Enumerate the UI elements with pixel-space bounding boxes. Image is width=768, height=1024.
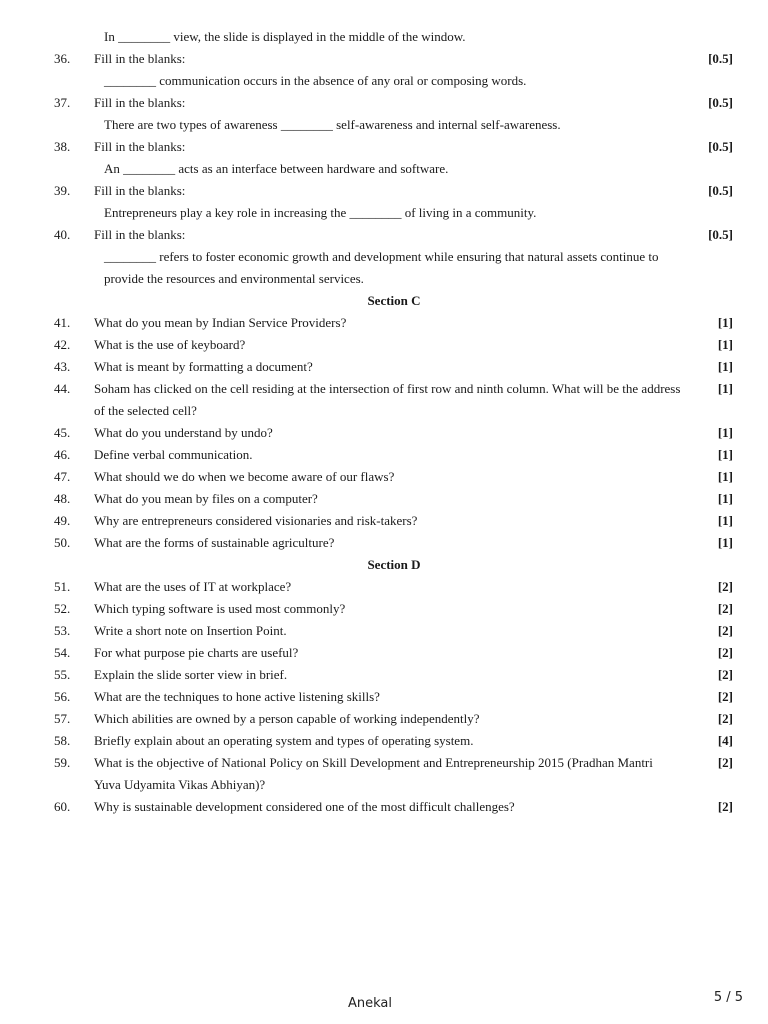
- question-text: Which typing software is used most commonly?: [94, 601, 346, 616]
- question-number: 47.: [54, 469, 71, 484]
- question-text: What are the uses of IT at workplace?: [94, 579, 292, 594]
- question-number: 54.: [54, 645, 71, 660]
- question-marks: [1]: [717, 491, 733, 506]
- question-number: 43.: [54, 359, 71, 374]
- question-number: 45.: [54, 425, 71, 440]
- question-marks: [2]: [717, 711, 733, 726]
- question-continuation: [0, 400, 768, 422]
- question-marks: [0.5]: [708, 139, 733, 154]
- question-row: [0, 510, 768, 532]
- question-text: What is meant by formatting a document?: [94, 359, 313, 374]
- question-row: [0, 620, 768, 642]
- question-row: [0, 730, 768, 752]
- question-text: Fill in the blanks:: [94, 183, 186, 198]
- question-marks: [0.5]: [708, 183, 733, 198]
- question-marks: [2]: [717, 579, 733, 594]
- question-text: of the selected cell?: [94, 403, 197, 418]
- fill-blank-line: [0, 158, 768, 180]
- question-text: Soham has clicked on the cell residing at the intersection of first row and ninth column. What will be the address: [94, 381, 681, 396]
- question-number: 50.: [54, 535, 71, 550]
- footer-location: Anekal: [347, 996, 392, 1011]
- question-text: Why are entrepreneurs considered visionaries and risk-takers?: [94, 513, 418, 528]
- question-row: [0, 796, 768, 818]
- question-number: 57.: [54, 711, 71, 726]
- question-marks: [2]: [717, 667, 733, 682]
- question-marks: [1]: [717, 381, 733, 396]
- question-row: [0, 532, 768, 554]
- question-marks: [1]: [717, 337, 733, 352]
- question-row: [0, 422, 768, 444]
- question-continuation: [0, 774, 768, 796]
- question-marks: [1]: [717, 359, 733, 374]
- question-row: [0, 752, 768, 774]
- question-marks: [1]: [717, 425, 733, 440]
- question-row: [0, 598, 768, 620]
- question-marks: [0.5]: [708, 227, 733, 242]
- question-row: [0, 136, 768, 158]
- question-marks: [2]: [717, 623, 733, 638]
- question-row: [0, 378, 768, 400]
- question-number: 60.: [54, 799, 71, 814]
- question-marks: [2]: [717, 645, 733, 660]
- question-marks: [2]: [717, 799, 733, 814]
- fill-blank-text: Entrepreneurs play a key role in increasing the ________ of living in a community.: [104, 205, 537, 220]
- question-number: 42.: [54, 337, 71, 352]
- question-text: What do you mean by Indian Service Providers?: [94, 315, 347, 330]
- question-text: What do you understand by undo?: [94, 425, 273, 440]
- question-marks: [2]: [717, 755, 733, 770]
- page-number: 5 / 5: [713, 990, 743, 1005]
- question-number: 55.: [54, 667, 71, 682]
- lead-fill-line: [0, 26, 768, 48]
- question-number: 41.: [54, 315, 71, 330]
- fill-blank-line: [0, 114, 768, 136]
- question-number: 56.: [54, 689, 71, 704]
- question-row: [0, 576, 768, 598]
- question-number: 59.: [54, 755, 71, 770]
- question-row: [0, 708, 768, 730]
- question-text: What are the forms of sustainable agriculture?: [94, 535, 335, 550]
- question-row: [0, 686, 768, 708]
- fill-blank-text: provide the resources and environmental services.: [104, 271, 364, 286]
- question-text: Define verbal communication.: [94, 447, 253, 462]
- section-d-heading: Section D: [367, 557, 421, 572]
- question-text: Write a short note on Insertion Point.: [94, 623, 287, 638]
- question-text: Fill in the blanks:: [94, 95, 186, 110]
- fill-blank-text: ________ communication occurs in the absence of any oral or composing words.: [104, 73, 527, 88]
- question-marks: [2]: [717, 689, 733, 704]
- fill-blank-text: ________ refers to foster economic growth and development while ensuring that natural assets continue to: [104, 249, 659, 264]
- question-number: 40.: [54, 227, 71, 242]
- question-text: Yuva Udyamita Vikas Abhiyan)?: [94, 777, 266, 792]
- fill-blank-text: In ________ view, the slide is displayed in the middle of the window.: [104, 29, 466, 44]
- question-row: [0, 92, 768, 114]
- fill-blank-line: [0, 202, 768, 224]
- question-number: 38.: [54, 139, 71, 154]
- question-marks: [4]: [717, 733, 733, 748]
- question-number: 48.: [54, 491, 71, 506]
- question-number: 44.: [54, 381, 71, 396]
- question-row: [0, 444, 768, 466]
- question-row: [0, 224, 768, 246]
- question-text: What is the use of keyboard?: [94, 337, 246, 352]
- question-number: 36.: [54, 51, 71, 66]
- question-text: Fill in the blanks:: [94, 51, 186, 66]
- question-row: [0, 334, 768, 356]
- section-c-heading: Section C: [367, 293, 421, 308]
- question-text: Why is sustainable development considered one of the most difficult challenges?: [94, 799, 515, 814]
- question-text: What are the techniques to hone active listening skills?: [94, 689, 380, 704]
- question-number: 37.: [54, 95, 71, 110]
- question-number: 51.: [54, 579, 71, 594]
- question-marks: [1]: [717, 447, 733, 462]
- question-marks: [1]: [717, 469, 733, 484]
- question-row: [0, 642, 768, 664]
- question-marks: [0.5]: [708, 51, 733, 66]
- question-text: Which abilities are owned by a person capable of working independently?: [94, 711, 480, 726]
- question-row: [0, 312, 768, 334]
- question-marks: [2]: [717, 601, 733, 616]
- question-row: [0, 466, 768, 488]
- question-marks: [1]: [717, 513, 733, 528]
- fill-blank-line: [0, 246, 768, 268]
- question-marks: [1]: [717, 535, 733, 550]
- question-text: What is the objective of National Policy on Skill Development and Entrepreneurship 2015 (Pradhan Mantri: [94, 755, 653, 770]
- question-marks: [0.5]: [708, 95, 733, 110]
- question-text: Fill in the blanks:: [94, 139, 186, 154]
- question-text: What do you mean by files on a computer?: [94, 491, 318, 506]
- fill-blank-line: [0, 268, 768, 290]
- question-text: What should we do when we become aware of our flaws?: [94, 469, 395, 484]
- fill-blank-line: [0, 70, 768, 92]
- question-number: 52.: [54, 601, 71, 616]
- question-text: Briefly explain about an operating system and types of operating system.: [94, 733, 474, 748]
- question-text: Explain the slide sorter view in brief.: [94, 667, 288, 682]
- question-number: 39.: [54, 183, 71, 198]
- fill-blank-text: An ________ acts as an interface between hardware and software.: [104, 161, 449, 176]
- fill-blank-text: There are two types of awareness ________ self-awareness and internal self-awareness.: [104, 117, 561, 132]
- question-row: [0, 664, 768, 686]
- question-number: 46.: [54, 447, 71, 462]
- question-row: [0, 48, 768, 70]
- question-row: [0, 488, 768, 510]
- question-marks: [1]: [717, 315, 733, 330]
- question-number: 53.: [54, 623, 71, 638]
- question-text: Fill in the blanks:: [94, 227, 186, 242]
- question-number: 58.: [54, 733, 71, 748]
- question-row: [0, 180, 768, 202]
- question-number: 49.: [54, 513, 71, 528]
- question-text: For what purpose pie charts are useful?: [94, 645, 299, 660]
- question-row: [0, 356, 768, 378]
